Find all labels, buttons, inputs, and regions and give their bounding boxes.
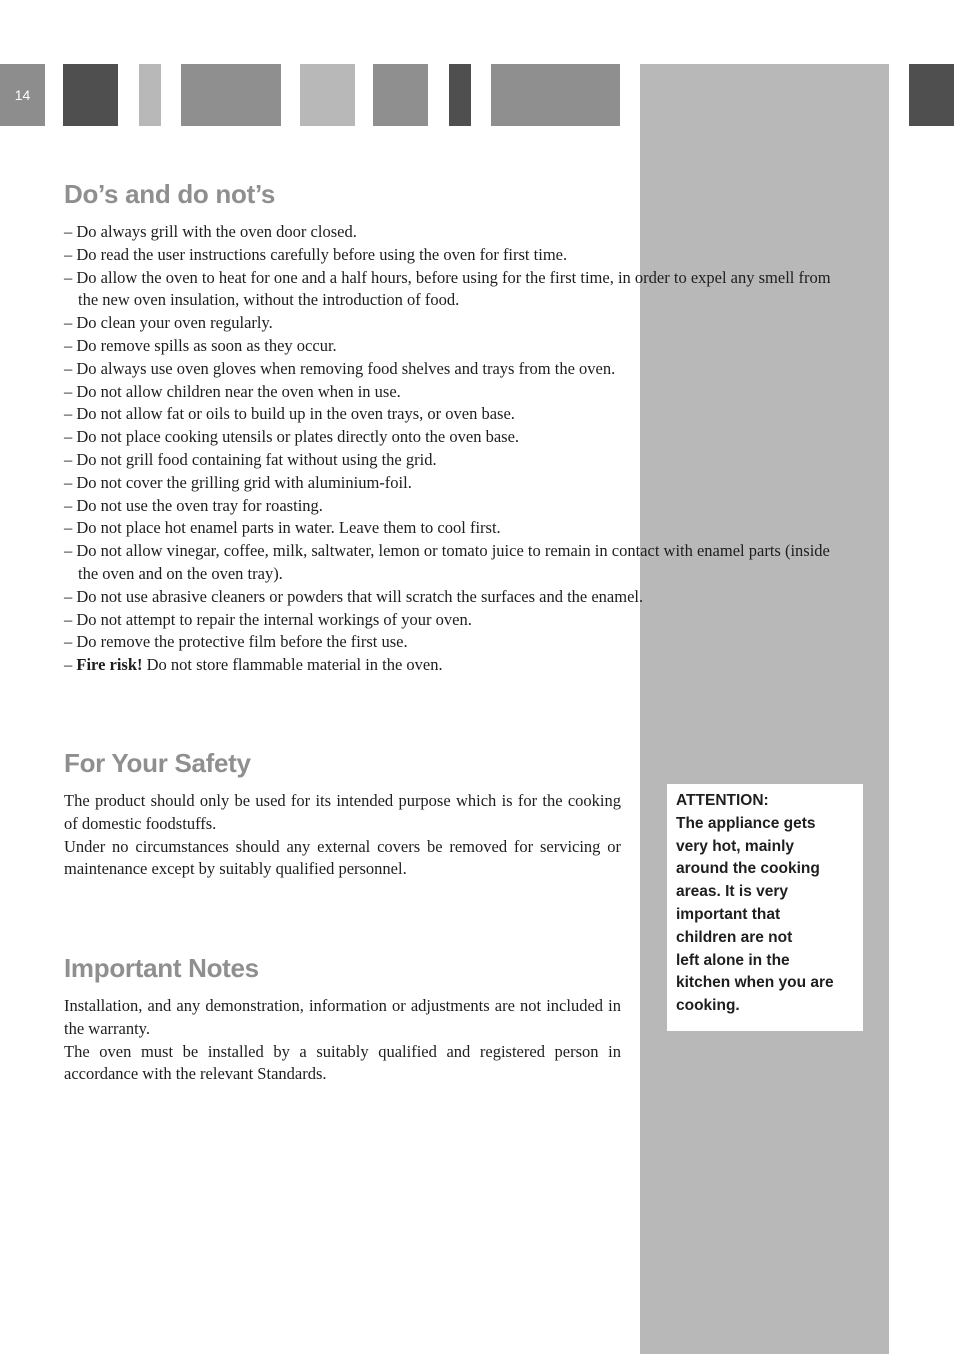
dos-list-item: – Do not grill food containing fat without using the grid. bbox=[64, 449, 437, 469]
notes-paragraph: Installation, and any demonstration, information or adjustments are not included in the warranty. bbox=[64, 996, 621, 1038]
dos-item-text: Do not grill food containing fat without using the grid. bbox=[76, 449, 437, 469]
dos-list-item: – Do always use oven gloves when removing food shelves and trays from the oven. bbox=[64, 358, 616, 378]
dos-list-item: – Do not use the oven tray for roasting. bbox=[64, 495, 323, 515]
attention-line: The appliance gets bbox=[676, 814, 816, 832]
header-block-mid bbox=[181, 64, 281, 126]
dos-item-text: Do not use the oven tray for roasting. bbox=[76, 495, 323, 515]
dos-item-text: Do not place cooking utensils or plates directly onto the oven base. bbox=[76, 427, 520, 447]
dos-item-text: Do remove the protective film before the first use. bbox=[76, 632, 408, 652]
dos-heading: Do’s and do not’s bbox=[64, 179, 276, 209]
dos-list-item: – Do not allow fat or oils to build up in the oven trays, or oven base. bbox=[64, 404, 515, 424]
dos-item-text: Do not attempt to repair the internal workings of your oven. bbox=[76, 609, 472, 629]
header-block-light bbox=[300, 64, 355, 126]
dos-list-item: – Do not place hot enamel parts in water. Leave them to cool first. bbox=[64, 518, 501, 538]
dos-item-text: Do not allow fat or oils to build up in the oven trays, or oven base. bbox=[76, 404, 515, 424]
dos-item-text: Do read the user instructions carefully before using the oven for first time. bbox=[76, 244, 568, 264]
dos-list-item: – Do remove spills as soon as they occur. bbox=[64, 335, 337, 355]
safety-heading: For Your Safety bbox=[64, 748, 251, 778]
attention-box bbox=[667, 784, 863, 1031]
dos-list-item: – Do not allow vinegar, coffee, milk, saltwater, lemon or tomato juice to remain in contact with enamel parts (inside the oven and on the oven tray). bbox=[64, 541, 830, 583]
header-block-mid bbox=[491, 64, 620, 126]
notes-heading: Important Notes bbox=[64, 953, 259, 983]
dos-item-text: Do not allow vinegar, coffee, milk, saltwater, lemon or tomato juice to remain in contact with enamel parts (inside the oven and on the oven tray). bbox=[76, 541, 830, 583]
attention-line: ATTENTION: bbox=[676, 792, 769, 809]
dos-item-text: Do not cover the grilling grid with aluminium-foil. bbox=[76, 472, 412, 492]
header-block-light bbox=[139, 64, 161, 126]
attention-line: children are not bbox=[676, 928, 793, 946]
dos-item-text: Do always use oven gloves when removing food shelves and trays from the oven. bbox=[76, 358, 616, 378]
dos-list bbox=[64, 221, 844, 677]
fire-risk-text: Do not store flammable material in the oven. bbox=[142, 655, 443, 675]
header-block-dark bbox=[449, 64, 471, 126]
dos-list-item: – Do always grill with the oven door closed. bbox=[64, 222, 357, 241]
dos-list-item: – Do read the user instructions carefully before using the oven for first time. bbox=[64, 244, 568, 264]
header-block-dark bbox=[909, 64, 954, 126]
dos-list-item: – Do not allow children near the oven when in use. bbox=[64, 381, 401, 401]
attention-line: cooking. bbox=[676, 997, 740, 1015]
attention-line: areas. It is very bbox=[676, 883, 789, 901]
attention-line: kitchen when you are bbox=[676, 974, 834, 992]
header-block-dark bbox=[63, 64, 118, 126]
dos-list-item: – Do not attempt to repair the internal workings of your oven. bbox=[64, 609, 472, 629]
notes-paragraph: The oven must be installed by a suitably qualified and registered person in accordance with the relevant Standards. bbox=[64, 1041, 621, 1084]
dos-item-text: Do clean your oven regularly. bbox=[76, 313, 273, 333]
attention-line: very hot, mainly bbox=[676, 837, 795, 855]
dos-item-text: Do not use abrasive cleaners or powders that will scratch the surfaces and the enamel. bbox=[76, 586, 644, 606]
safety-paragraph: The product should only be used for its intended purpose which is for the cooking of domestic foodstuffs. bbox=[64, 791, 621, 833]
header-block-mid bbox=[373, 64, 428, 126]
safety-text bbox=[64, 790, 621, 881]
dos-item-text: Do remove spills as soon as they occur. bbox=[76, 335, 337, 355]
dos-item-text: Do not place hot enamel parts in water. Leave them to cool first. bbox=[76, 518, 501, 538]
dos-list-item: – Do not place cooking utensils or plates directly onto the oven base. bbox=[64, 427, 520, 447]
attention-line: left alone in the bbox=[676, 951, 790, 969]
attention-line: important that bbox=[676, 905, 781, 923]
dos-list-item: – Do not use abrasive cleaners or powders that will scratch the surfaces and the enamel. bbox=[64, 586, 644, 606]
dos-list-item: – Do allow the oven to heat for one and a half hours, before using for the first time, in order to expel any smell from the new oven insulation, without the introduction of food. bbox=[64, 267, 831, 310]
notes-text bbox=[64, 995, 621, 1086]
dos-item-text: Do not allow children near the oven when in use. bbox=[76, 381, 401, 401]
attention-line: around the cooking bbox=[676, 860, 820, 878]
safety-paragraph: Under no circumstances should any external covers be removed for servicing or maintenance except by suitably qualified personnel. bbox=[64, 836, 621, 879]
fire-risk-label: Fire risk! bbox=[76, 655, 143, 675]
dos-item-text: Do allow the oven to heat for one and a half hours, before using for the first time, in order to expel any smell from the new oven insulation, without the introduction of food. bbox=[76, 267, 831, 310]
page-number: 14 bbox=[0, 64, 45, 126]
dos-list-item: – Do clean your oven regularly. bbox=[64, 313, 273, 333]
dos-item-text: Do always grill with the oven door closed. bbox=[76, 222, 357, 241]
dos-list-item: – Do remove the protective film before the first use. bbox=[64, 632, 408, 652]
dos-list-item: – Do not cover the grilling grid with aluminium-foil. bbox=[64, 472, 412, 492]
fire-risk-item: – Fire risk! Do not store flammable material in the oven. bbox=[64, 655, 443, 675]
